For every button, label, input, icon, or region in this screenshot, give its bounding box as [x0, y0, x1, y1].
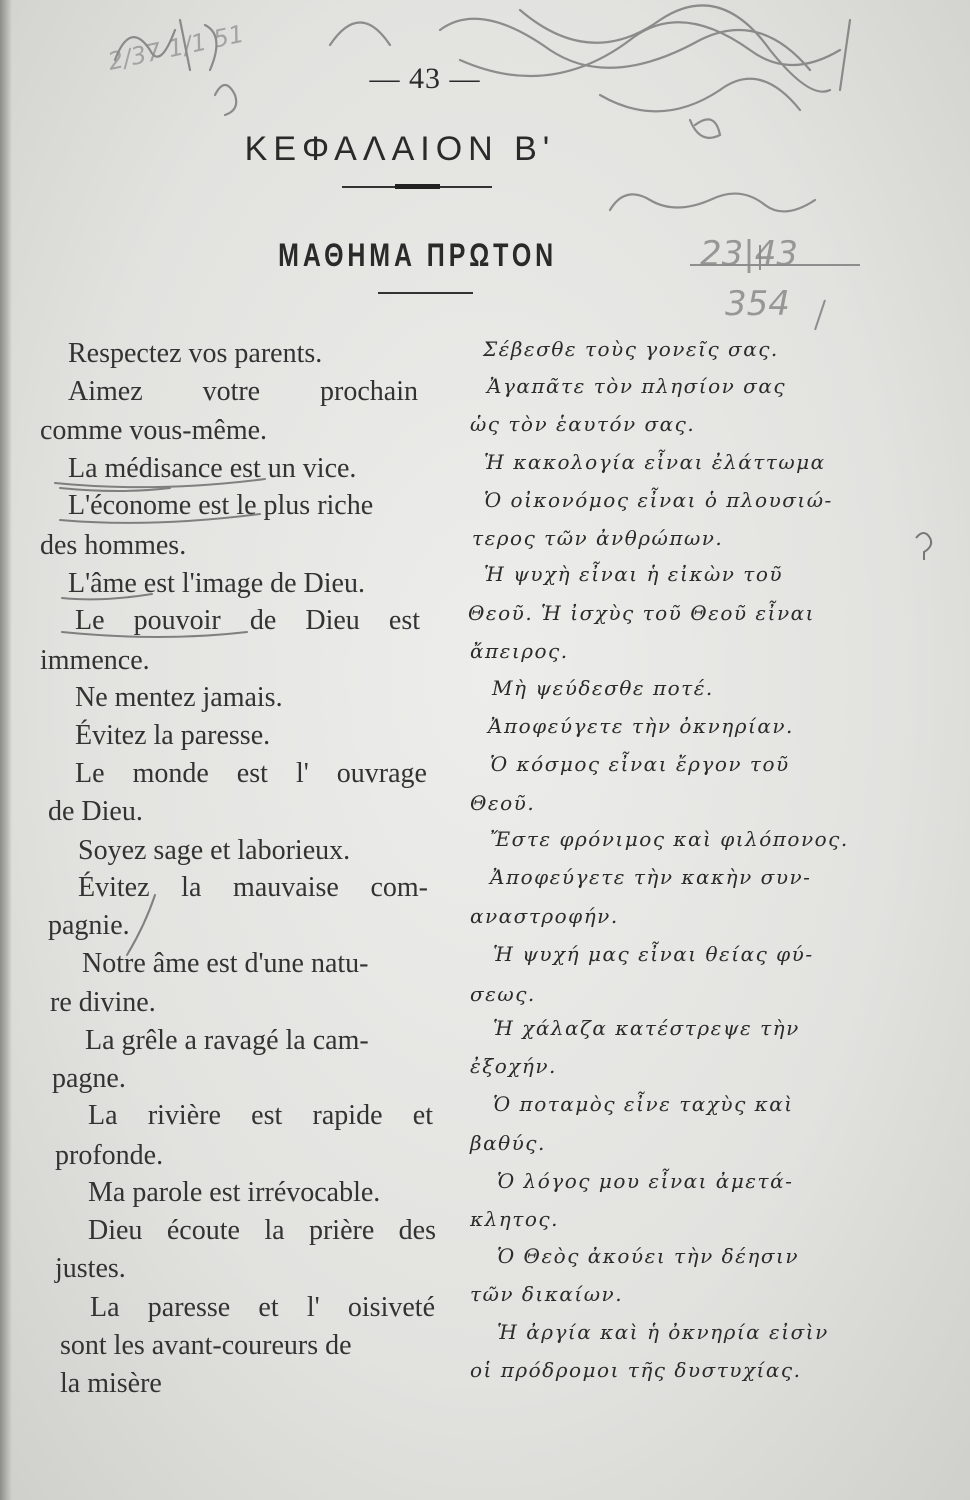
greek-line: Ὁ κόσμος εἶναι ἔργον τοῦ [490, 752, 790, 776]
french-line: pagne. [52, 1063, 126, 1094]
french-line: L'âme est l'image de Dieu. [68, 568, 365, 599]
greek-line: Ἡ χάλαζα κατέστρεψε τὴν [493, 1016, 800, 1040]
french-line: La médisance est un vice. [68, 453, 357, 484]
french-line: comme vous-même. [40, 415, 268, 446]
french-line: profonde. [55, 1140, 164, 1171]
greek-line: βαθύς. [470, 1131, 546, 1155]
french-line: justes. [55, 1253, 126, 1284]
greek-line: Σέβεσθε τοὺς γονεῖς σας. [483, 337, 779, 361]
french-line: Dieu écoute la prière des [88, 1215, 436, 1246]
french-line: immence. [40, 645, 150, 676]
greek-line: Ὁ ποταμὸς εἶνε ταχὺς καὶ [493, 1092, 794, 1116]
french-line: Évitez la mauvaise com- [78, 872, 428, 903]
french-line: Respectez vos parents. [68, 338, 323, 369]
page-binding-shadow [0, 0, 12, 1500]
greek-line: Ἀποφεύγετε τὴν κακὴν συν- [490, 865, 812, 889]
greek-line: Ἀποφεύγετε τὴν ὀκνηρίαν. [488, 714, 794, 738]
handwritten-note-1: 23|43 [700, 234, 798, 274]
lesson-title: ΜΑΘΗΜΑ ΠΡΩΤΟΝ [278, 237, 558, 273]
greek-line: Ἡ ψυχή μας εἶναι θείας φύ- [493, 942, 814, 966]
french-line: Soyez sage et laborieux. [78, 835, 351, 866]
title-divider [378, 292, 473, 294]
greek-line: Θεοῦ. Ἡ ἰσχὺς τοῦ Θεοῦ εἶναι [468, 601, 815, 625]
french-line: Évitez la paresse. [75, 720, 271, 751]
greek-line: Ἡ ἀργία καὶ ἡ ὀκνηρία εἰσὶν [497, 1320, 829, 1344]
greek-line: Ὁ οἰκονόμος εἶναι ὁ πλουσιώ- [484, 488, 833, 512]
french-line: pagnie. [48, 910, 130, 941]
french-line: re divine. [50, 987, 156, 1018]
handwritten-note-2: 354 [725, 284, 790, 324]
greek-line: Ἡ ψυχὴ εἶναι ἡ εἰκὼν τοῦ [484, 562, 784, 586]
french-line: L'économe est le plus riche [68, 490, 374, 521]
french-line: La grêle a ravagé la cam- [85, 1025, 369, 1056]
greek-line: Ἡ κακολογία εἶναι ἐλάττωμα [484, 450, 826, 474]
margin-question-mark [908, 528, 938, 568]
french-line: La paresse et l' oisiveté [90, 1292, 435, 1323]
greek-line: ὡς τὸν ἑαυτόν σας. [470, 412, 696, 436]
greek-line: τερος τῶν ἀνθρώπων. [472, 526, 724, 550]
greek-line: σεως. [470, 982, 536, 1006]
greek-line: κλητος. [470, 1207, 559, 1231]
french-line: Le pouvoir de Dieu est [75, 605, 420, 636]
french-line: La rivière est rapide et [88, 1100, 433, 1131]
french-line: Le monde est l' ouvrage [75, 758, 427, 789]
french-line: Notre âme est d'une natu- [82, 948, 369, 979]
greek-line: ἄπειρος. [470, 639, 569, 663]
french-line: sont les avant-coureurs de [60, 1330, 352, 1361]
greek-line: ἐξοχήν. [470, 1054, 557, 1078]
greek-line: οἱ πρόδρομοι τῆς δυστυχίας. [470, 1358, 802, 1382]
greek-line: αναστροφήν. [470, 904, 619, 928]
greek-line: Ὁ λόγος μου εἶναι ἀμετά- [497, 1169, 794, 1193]
french-line: de Dieu. [48, 796, 143, 827]
chapter-heading: ΚΕΦΑΛΑΙΟΝ Β' [244, 130, 556, 168]
french-line: Ma parole est irrévocable. [88, 1177, 381, 1208]
french-line: des hommes. [40, 530, 187, 561]
greek-line: Ὁ Θεὸς ἀκούει τὴν δέησιν [497, 1244, 799, 1268]
heading-divider-ornament [395, 184, 440, 189]
handwritten-note-top-left: 2/37 1/1 51 [105, 19, 247, 76]
greek-line: Θεοῦ. [470, 791, 536, 815]
greek-line: τῶν δικαίων. [470, 1282, 624, 1306]
greek-line: Ἀγαπᾶτε τὸν πλησίον σας [487, 374, 787, 398]
french-line: Ne mentez jamais. [75, 682, 283, 713]
french-line: la misère [60, 1368, 162, 1399]
greek-line: Μὴ ψεύδεσθε ποτέ. [492, 676, 714, 700]
french-line: Aimez votre prochain [68, 376, 418, 407]
page-number: — 43 — [369, 62, 481, 95]
greek-line: Ἔστε φρόνιμος καὶ φιλόπονος. [490, 827, 849, 851]
